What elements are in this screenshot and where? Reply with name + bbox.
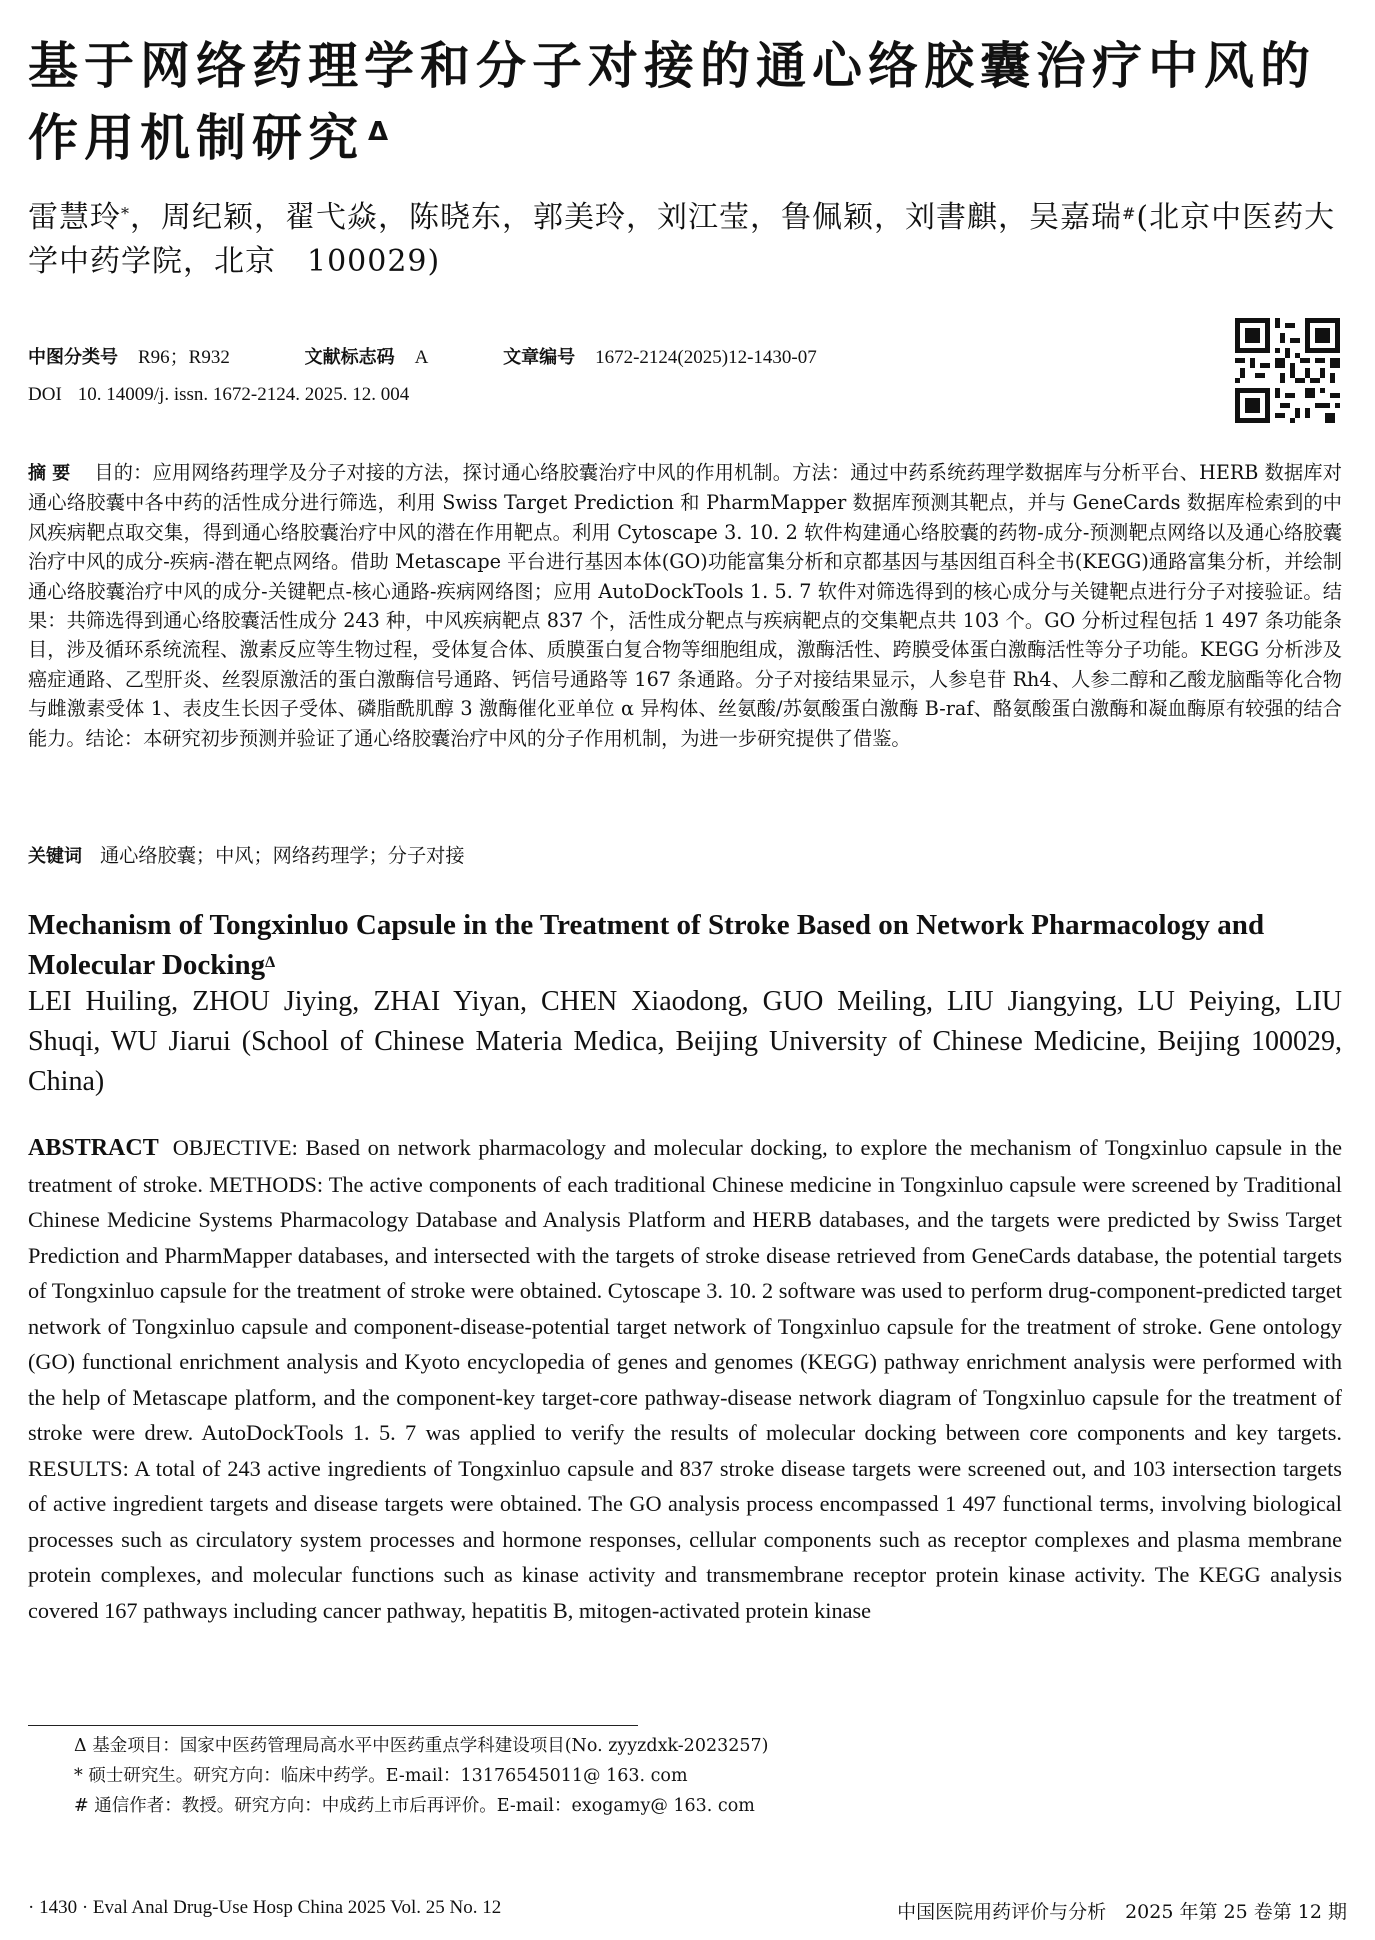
chinese-authors-rest: ，周纪颖，翟弋焱，陈晓东，郭美玲，刘江莹，鲁佩颖，刘書麒，吴嘉瑞 xyxy=(130,200,1122,235)
doccode-label: 文献标志码 xyxy=(304,347,395,368)
footnote-first-author: * 硕士研究生。研究方向：临床中药学。E-mail：13176545011@ 163. com xyxy=(74,1766,688,1786)
footnote-fund: Δ 基金项目：国家中医药管理局高水平中医药重点学科建设项目(No. zyyzdxk-2023257) xyxy=(74,1736,769,1756)
footnote-divider xyxy=(28,1725,638,1726)
footnote-corresponding-author: # 通信作者：教授。研究方向：中成药上市后再评价。E-mail：exogamy@ 163. com xyxy=(74,1796,755,1816)
english-abstract xyxy=(28,1130,1342,1628)
english-title xyxy=(28,905,1342,985)
chinese-title xyxy=(28,30,1348,174)
doccode-value: A xyxy=(414,347,429,368)
chinese-authors-first: 雷慧玲 xyxy=(28,200,121,235)
english-abstract-label: ABSTRACT xyxy=(28,1135,159,1161)
chinese-abstract xyxy=(28,458,1342,753)
chinese-abstract-label: 摘要 xyxy=(28,463,77,484)
page-footer-right: 中国医院用药评价与分析 2025 年第 25 卷第 12 期 xyxy=(897,1901,1347,1923)
english-authors: LEI Huiling, ZHOU Jiying, ZHAI Yiyan, CHEN Xiaodong, GUO Meiling, LIU Jiangying, LU Peiying, LIU Shuqi, WU Jiarui (School of Chinese Materia Medica, Beijing University of Chinese Medicine, Beijing 100029, China) xyxy=(28,986,1342,1097)
english-title-text: Mechanism of Tongxinluo Capsule in the Treatment of Stroke Based on Network Pharmacology and Molecular Docking xyxy=(28,909,1265,981)
chinese-keywords-text: 通心络胶囊；中风；网络药理学；分子对接 xyxy=(100,844,465,867)
chinese-keywords xyxy=(28,841,1342,871)
article-no-value: 1672-2124(2025)12-1430-07 xyxy=(595,347,817,368)
doi-value: 10. 14009/j. issn. 1672-2124. 2025. 12. 004 xyxy=(77,384,410,405)
chinese-authors xyxy=(28,196,1348,284)
page-footer-left: · 1430 · Eval Anal Drug-Use Hosp China 2025 Vol. 25 No. 12 xyxy=(28,1897,502,1918)
doi-label: DOI xyxy=(28,384,62,405)
title-fund-mark: Δ xyxy=(368,117,389,147)
clc-value: R96；R932 xyxy=(138,347,230,368)
chinese-abstract-text: 目的：应用网络药理学及分子对接的方法，探讨通心络胶囊治疗中风的作用机制。方法：通过中药系统药理学数据库与分析平台、HERB 数据库对通心络胶囊中各中药的活性成分进行筛选，利用 Swiss Target Prediction 和 PharmMapper 数据库预测其靶点，并与 GeneCards 数据库检索到的中风疾病靶点取交集，得到通心络胶囊治疗中风的潜在作用靶点。利用 Cytoscape 3. 10. 2 软件构建通心络胶囊的药物-成分-预测靶点网络以及通心络胶囊治疗中风的成分-疾病-潜在靶点网络。借助 Metascape 平台进行基因本体(GO)功能富集分析和京都基因与基因组百科全书(KEGG)通路富集分析，并绘制通心络胶囊治疗中风的成分-关键靶点-核心通路-疾病网络图；应用 AutoDockTools 1. 5. 7 软件对筛选得到的核心成分与关键靶点进行分子对接验证。结果：共筛选得到通心络胶囊活性成分 243 种，中风疾病靶点 837 个，活性成分靶点与疾病靶点的交集靶点共 103 个。GO 分析过程包括 1 497 条功能条目，涉及循环系统流程、激素反应等生物过程，受体复合体、质膜蛋白复合物等细胞组成，激酶活性、跨膜受体蛋白激酶活性等分子功能。KEGG 分析涉及癌症通路、乙型肝炎、丝裂原激活的蛋白激酶信号通路、钙信号通路等 167 条通路。分子对接结果显示，人参皂苷 Rh4、人参二醇和乙酸龙脑酯等化合物与雌激素受体 1、表皮生长因子受体、磷脂酰肌醇 3 激酶催化亚单位 α 异构体、丝氨酸/苏氨酸蛋白激酶 B-raf、酪氨酸蛋白激酶和凝血酶原有较强的结合能力。结论：本研究初步预测并验证了通心络胶囊治疗中风的分子作用机制，为进一步研究提供了借鉴。 xyxy=(28,461,1342,750)
chinese-keywords-label: 关键词 xyxy=(28,846,82,867)
english-abstract-text: OBJECTIVE: Based on network pharmacology and molecular docking, to explore the mechanism of Tongxinluo capsule in the treatment of stroke. METHODS: The active components of each traditional Chinese medicine in Tongxinluo capsule were screened by Traditional Chinese Medicine Systems Pharmacology Database and Analysis Platform and HERB databases, and the targets were predicted by Swiss Target Prediction and PharmMapper databases, and intersected with the targets of stroke disease retrieved from GeneCards database, the potential targets of Tongxinluo capsule for the treatment of stroke were obtained. Cytoscape 3. 10. 2 software was used to perform drug-component-predicted target network of Tongxinluo capsule and component-disease-potential target network of Tongxinluo capsule for the treatment of stroke. Gene ontology (GO) functional enrichment analysis and Kyoto encyclopedia of genes and genomes (KEGG) pathway enrichment analysis were performed with the help of Metascape platform, and the component-key target-core pathway-disease network diagram of Tongxinluo capsule for the treatment of stroke were drew. AutoDockTools 1. 5. 7 was applied to verify the results of molecular docking between core components and key targets. RESULTS: A total of 243 active ingredients of Tongxinluo capsule and 837 stroke disease targets were screened out, and 103 intersection targets of active ingredient targets and disease targets were obtained. The GO analysis process encompassed 1 497 functional terms, involving biological processes such as circulatory system processes and hormone responses, cellular components such as receptor complexes and plasma membrane protein complexes, and molecular functions such as kinase activity and transmembrane receptor protein kinase activity. The KEGG analysis covered 167 pathways including cancer pathway, hepatitis B, mitogen-activated protein kinase xyxy=(28,1135,1342,1623)
article-meta-line1 xyxy=(28,346,817,370)
clc-label: 中图分类号 xyxy=(28,347,118,368)
corresponding-author-mark: # xyxy=(1122,204,1137,223)
article-no-label: 文章编号 xyxy=(503,347,576,368)
english-title-fund-mark: Δ xyxy=(265,954,276,971)
article-meta-line2 xyxy=(28,383,409,407)
chinese-affiliation: (北京中医药大学中药学院，北京 100029) xyxy=(28,200,1336,279)
first-author-mark: * xyxy=(121,204,130,223)
chinese-title-text: 基于网络药理学和分子对接的通心络胶囊治疗中风的作用机制研究 xyxy=(28,37,1316,167)
qr-code-icon xyxy=(1235,318,1340,423)
